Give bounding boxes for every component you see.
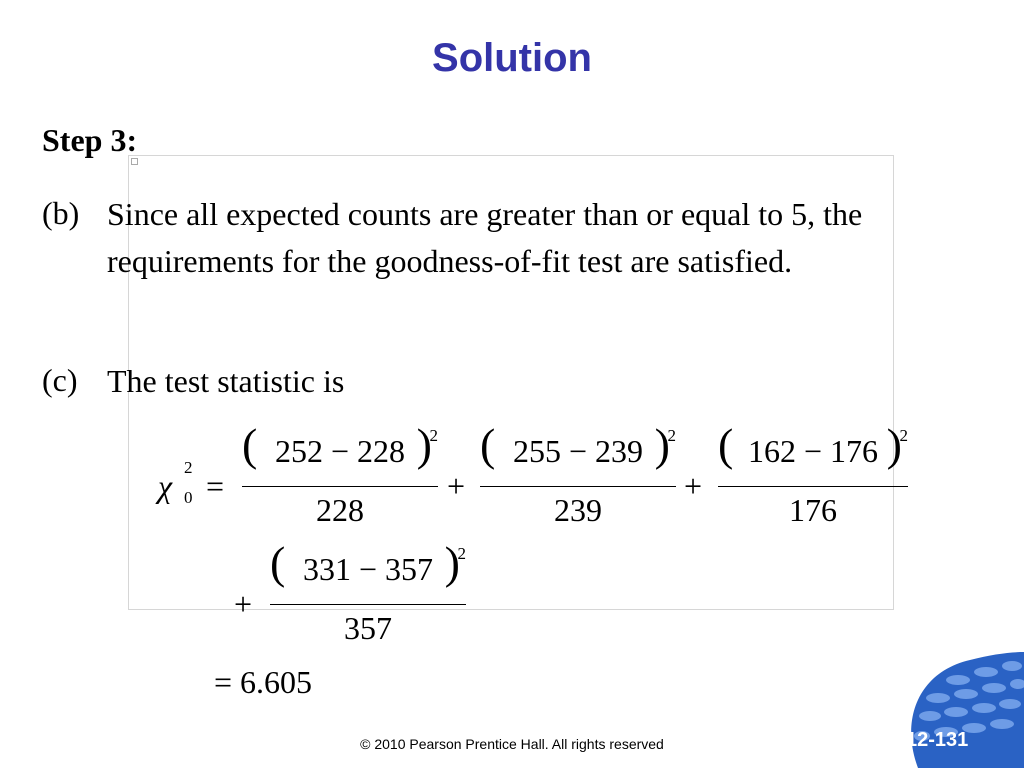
denominator-1: 228 bbox=[316, 492, 364, 528]
plus-sign-3: + bbox=[234, 586, 253, 622]
embedded-object-icon bbox=[131, 158, 138, 165]
fraction-bar-4 bbox=[270, 604, 466, 605]
exponent-4: 2 bbox=[457, 544, 466, 563]
plus-sign-2: + bbox=[684, 468, 703, 504]
chi-symbol: χ bbox=[158, 468, 173, 504]
exponent-2: 2 bbox=[667, 426, 676, 445]
fraction-term-3: ( 162 − 176 ) 2 176 bbox=[718, 419, 908, 528]
numerator-1: 252 − 228 bbox=[274, 433, 406, 469]
fraction-bar-1 bbox=[242, 486, 438, 487]
fraction-term-2: ( 255 − 239 ) 2 239 bbox=[480, 419, 676, 528]
exponent-1: 2 bbox=[429, 426, 438, 445]
item-marker-b: (b) bbox=[42, 195, 80, 231]
page-number: 12-131 bbox=[906, 729, 969, 751]
fraction-bar-3 bbox=[718, 486, 908, 487]
equals-sign: = bbox=[206, 468, 225, 504]
fraction-bar-2 bbox=[480, 486, 676, 487]
item-text-b: Since all expected counts are greater than or equal to 5, the requirements for the goodness-of-fit test are satisfied. bbox=[107, 196, 863, 279]
numerator-4: 331 − 357 bbox=[302, 551, 434, 587]
exponent-3: 2 bbox=[899, 426, 908, 445]
copyright-notice: © 2010 Pearson Prentice Hall. All rights reserved bbox=[360, 736, 664, 752]
fraction-term-1: ( 252 − 228 ) 2 228 bbox=[242, 419, 438, 528]
denominator-2: 239 bbox=[554, 492, 602, 528]
result: = 6.605 bbox=[214, 664, 313, 700]
plus-sign-1: + bbox=[447, 468, 466, 504]
item-text-c: The test statistic is bbox=[107, 363, 345, 399]
numerator-2: 255 − 239 bbox=[512, 433, 644, 469]
chi-superscript: 2 bbox=[184, 458, 193, 477]
denominator-3: 176 bbox=[789, 492, 837, 528]
slide-title: Solution bbox=[432, 36, 592, 80]
chi-subscript: 0 bbox=[184, 488, 193, 507]
numerator-3: 162 − 176 bbox=[747, 433, 879, 469]
fraction-term-4: ( 331 − 357 ) 2 357 bbox=[270, 537, 466, 646]
denominator-4: 357 bbox=[344, 610, 392, 646]
item-marker-c: (c) bbox=[42, 362, 78, 398]
step-heading: Step 3: bbox=[42, 122, 138, 158]
